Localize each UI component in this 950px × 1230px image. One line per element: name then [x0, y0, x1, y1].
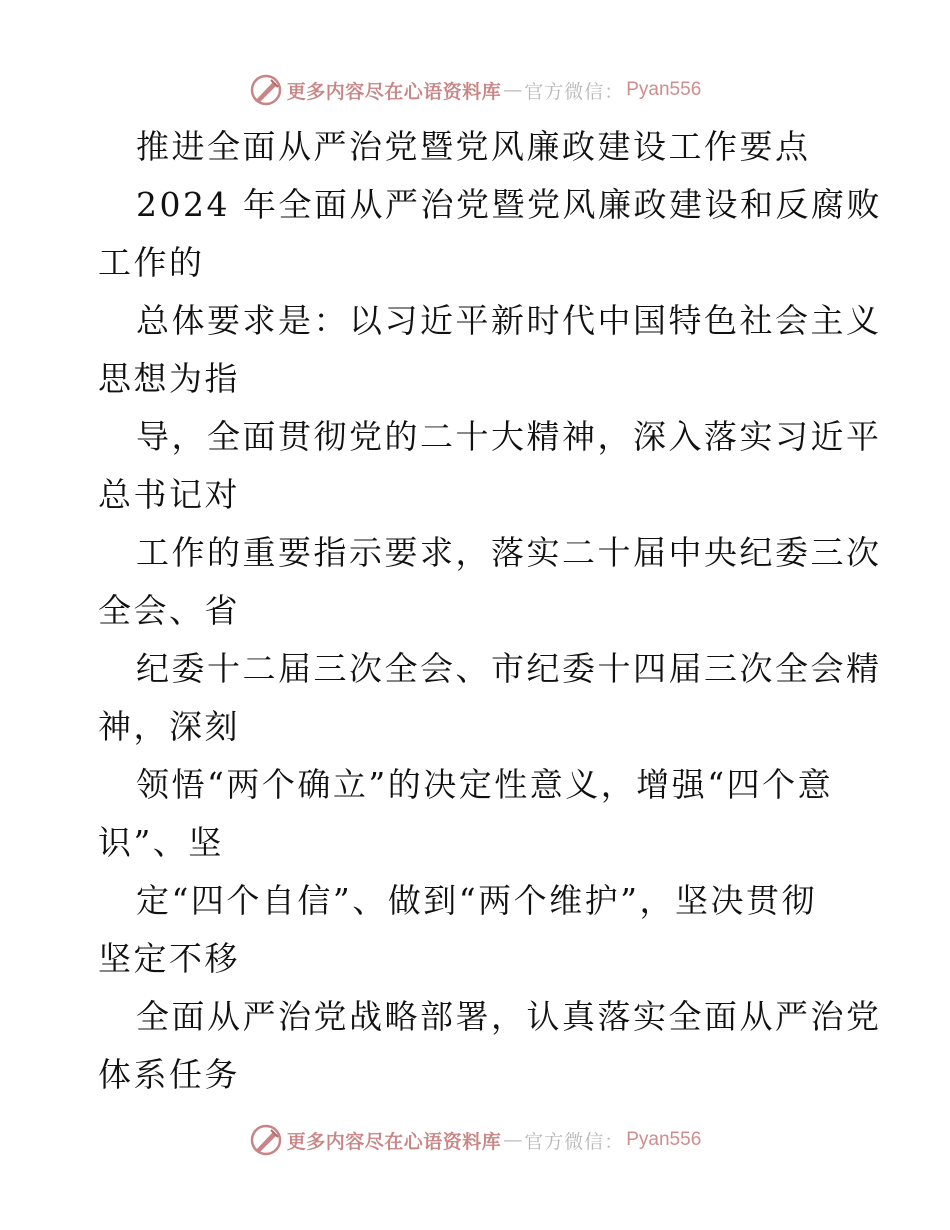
header-watermark-banner: [0, 70, 950, 110]
banner-main-text: 更多内容尽在心语资料库: [286, 1130, 502, 1153]
paragraph-line: 全会、省: [98, 591, 240, 630]
paragraph-line: 领悟“两个确立”的决定性意义，增强“四个意: [136, 765, 834, 804]
banner-separator: —: [503, 1129, 523, 1151]
banner-wechat-label: 官方微信：: [524, 80, 625, 103]
paragraph-line: 工作的重要指示要求，落实二十届中央纪委三次: [136, 533, 882, 572]
banner-main-text: 更多内容尽在心语资料库: [286, 80, 502, 103]
paragraph-line: 思想为指: [98, 359, 240, 398]
banner-separator: —: [503, 79, 523, 101]
paragraph-line: 定“四个自信”、做到“两个维护”，坚决贯彻: [136, 881, 817, 920]
document-title: 推进全面从严治党暨党风廉政建设工作要点: [136, 127, 811, 166]
paragraph-line: 导，全面贯彻党的二十大精神，深入落实习近平: [136, 417, 882, 456]
quill-seal-icon: [249, 73, 283, 107]
footer-watermark-banner: [0, 1120, 950, 1160]
paragraph-line: 全面从严治党战略部署，认真落实全面从严治党: [136, 997, 882, 1036]
paragraph-line: 识”、坚: [98, 823, 224, 862]
document-body: [98, 118, 882, 1104]
paragraph-line: 工作的: [98, 243, 205, 282]
banner-wechat-id: Pyan556: [626, 79, 702, 100]
quill-seal-icon: [249, 1123, 283, 1157]
paragraph-line: 坚定不移: [98, 939, 240, 978]
paragraph-line: 神，深刻: [98, 707, 240, 746]
paragraph-line: 纪委十二届三次全会、市纪委十四届三次全会精: [136, 649, 882, 688]
banner-wechat-label: 官方微信：: [524, 1130, 625, 1153]
paragraph-line: 2024 年全面从严治党暨党风廉政建设和反腐败: [136, 185, 882, 224]
paragraph-line: 体系任务: [98, 1055, 240, 1094]
paragraph-line: 总体要求是：以习近平新时代中国特色社会主义: [136, 301, 882, 340]
paragraph-line: 总书记对: [98, 475, 240, 514]
banner-wechat-id: Pyan556: [626, 1129, 702, 1150]
